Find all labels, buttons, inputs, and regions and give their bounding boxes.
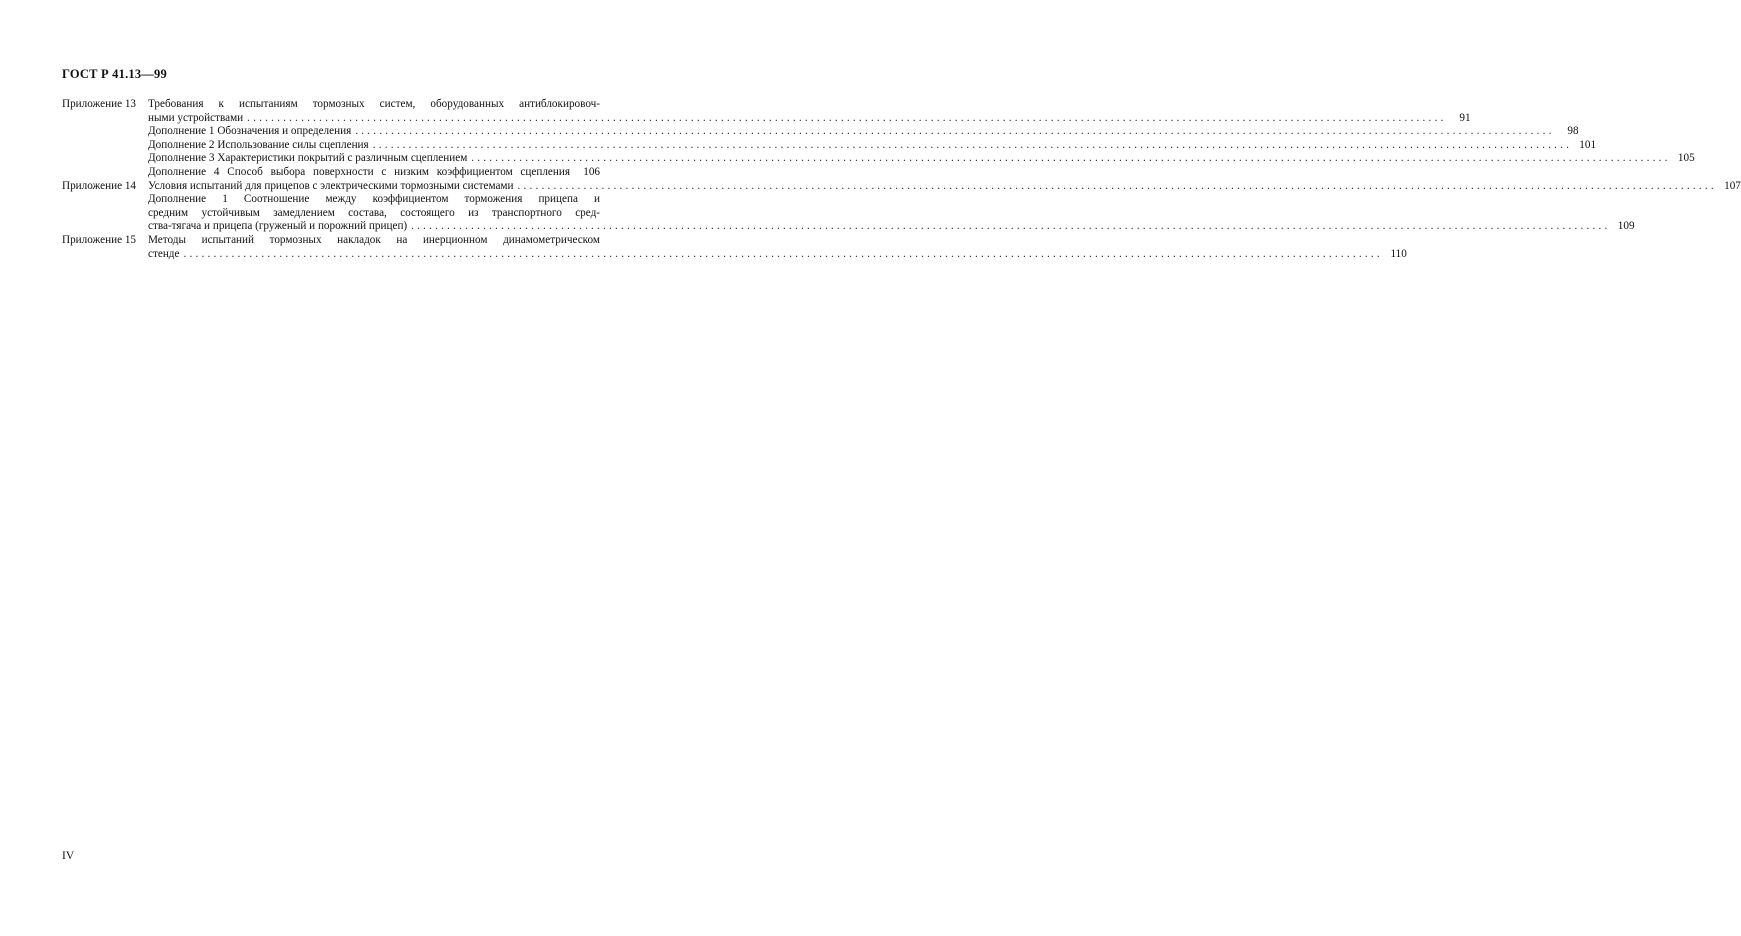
toc-entry <box>62 233 1407 261</box>
toc-entry <box>62 166 600 180</box>
dot-leader: ........................................................................................................................................................................................................ <box>372 138 1573 151</box>
toc-line <box>148 247 1407 262</box>
toc-page-number: 101 <box>1579 138 1597 151</box>
appendix-label: Приложение 13 <box>62 98 137 110</box>
dot-leader: ........................................................................................................................................................................................................ <box>183 247 1383 260</box>
toc-line-text: стенде <box>148 247 180 260</box>
toc-line <box>148 125 1579 139</box>
toc-entry-body <box>148 166 600 180</box>
toc-entry <box>62 125 1579 139</box>
toc-line-text: Методы испытаний тормозных накладок на инерционном динамометрическом <box>148 233 600 246</box>
table-of-contents <box>62 98 1741 261</box>
page-number: IV <box>62 850 75 862</box>
toc-entry <box>62 152 1695 166</box>
toc-entry <box>62 98 1471 125</box>
dot-leader: ........................................................................................................................................................................................................ <box>355 125 1555 138</box>
toc-line <box>148 207 600 221</box>
toc-page-number: 91 <box>1459 111 1471 124</box>
standard-code: ГОСТ Р 41.13—99 <box>62 67 167 81</box>
toc-line <box>148 111 1471 126</box>
toc-line <box>148 166 600 180</box>
page-footer <box>62 850 74 862</box>
toc-line <box>148 234 600 248</box>
toc-page-number: 109 <box>1617 220 1635 233</box>
toc-entry-body <box>148 193 1635 234</box>
toc-line-text: ства-тягача и прицепа (груженый и порожний прицеп) <box>148 220 408 233</box>
toc-entry-body <box>148 152 1695 166</box>
toc-entry-body <box>148 98 1471 125</box>
toc-page-number: 110 <box>1390 247 1407 260</box>
toc-page-number: 107 <box>1724 179 1741 192</box>
toc-entry-body <box>148 125 1579 139</box>
toc-line <box>148 193 600 207</box>
toc-line <box>148 138 1597 153</box>
toc-line <box>148 220 1635 234</box>
toc-line-text: Дополнение 2 Использование силы сцепления <box>148 138 369 151</box>
document-header <box>62 67 167 82</box>
toc-page-number: 105 <box>1677 152 1695 165</box>
toc-line <box>148 179 1741 194</box>
toc-line-text: Дополнение 1 Обозначения и определения <box>148 125 352 138</box>
appendix-label: Приложение 14 <box>62 179 137 192</box>
toc-line-text: ными устройствами <box>148 111 244 124</box>
dot-leader: ........................................................................................................................................................................................................ <box>517 179 1717 192</box>
toc-line-text: Требования к испытаниям тормозных систем, оборудованных антиблокировоч- <box>148 98 600 110</box>
toc-line-text: средним устойчивым замедлением состава, состоящего из транспортного сред- <box>148 206 600 219</box>
toc-line-text: Дополнение 3 Характеристики покрытий с различным сцеплением <box>148 152 468 165</box>
toc-entry <box>62 193 1635 234</box>
toc-line-text: Дополнение 1 Соотношение между коэффициентом торможения прицепа и <box>148 193 600 206</box>
toc-entry <box>62 138 1597 153</box>
toc-entry-body <box>148 233 1407 261</box>
toc-page-number: 106 <box>583 165 600 178</box>
toc-line <box>148 152 1695 166</box>
toc-line-text: Условия испытаний для прицепов с электрическими тормозными системами <box>148 179 514 192</box>
toc-page-number: 98 <box>1567 125 1579 138</box>
toc-entry-body <box>148 138 1597 153</box>
toc-entry <box>62 179 1741 194</box>
toc-entry-body <box>148 179 1741 194</box>
dot-leader: ........................................................................................................................................................................................................ <box>471 152 1671 165</box>
toc-line-text: Дополнение 4 Способ выбора поверхности с низким коэффициентом сцепления <box>148 165 570 178</box>
appendix-label: Приложение 15 <box>62 233 137 246</box>
dot-leader: ........................................................................................................................................................................................................ <box>247 111 1447 124</box>
toc-line <box>148 98 600 112</box>
dot-leader: ........................................................................................................................................................................................................ <box>411 220 1611 233</box>
